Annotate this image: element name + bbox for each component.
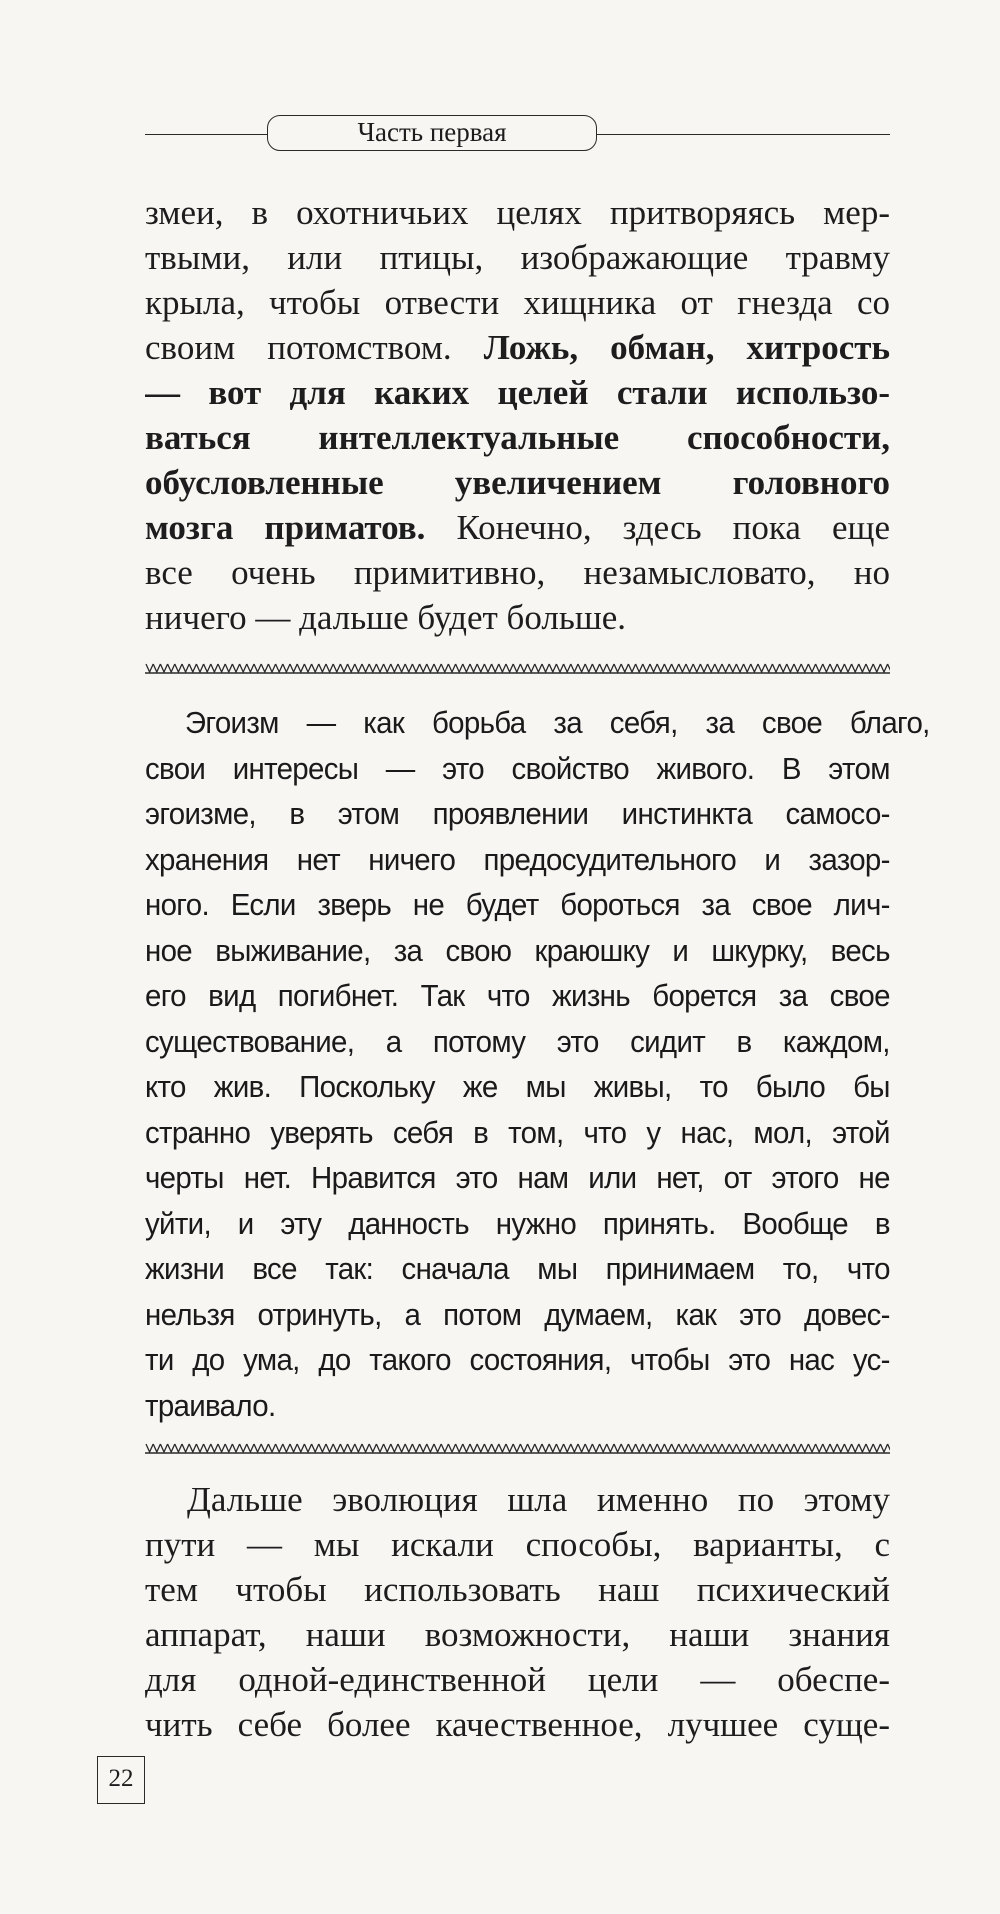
ornament-motif (146, 1444, 153, 1452)
ornament-motif (499, 664, 506, 672)
ornament-motif (355, 664, 362, 672)
ornament-motif (772, 664, 779, 672)
ornament-motif (384, 1444, 391, 1452)
ornament-motif (283, 664, 290, 672)
ornament-motif (708, 664, 715, 672)
ornament-motif (297, 664, 304, 672)
ornament-motif (441, 664, 448, 672)
ornament-motif (564, 664, 571, 672)
ornament-motif (700, 664, 707, 672)
text-line: твыми, или птицы, изображающие травму (145, 238, 890, 277)
ornament-motif (765, 1444, 772, 1452)
header-rule-right (597, 134, 890, 135)
ornament-motif (492, 1444, 499, 1452)
header-rule-left (145, 134, 267, 135)
ornament-motif (729, 664, 736, 672)
ornament-motif (837, 664, 844, 672)
ornament-separator (145, 662, 890, 676)
ornament-motif (261, 664, 268, 672)
ornament-motif (823, 664, 830, 672)
ornament-motif (369, 1444, 376, 1452)
text-line: пути — мы искали способы, варианты, с (145, 1525, 890, 1564)
ornament-motif (823, 1444, 830, 1452)
ornament-motif (520, 1444, 527, 1452)
ornament-pattern (145, 662, 890, 676)
ornament-motif (592, 664, 599, 672)
ornament-motif (225, 664, 232, 672)
ornament-motif (290, 1444, 297, 1452)
ornament-motif (290, 664, 297, 672)
text-line: для одной-единственной цели — обеспе- (145, 1660, 890, 1699)
ornament-motif (830, 1444, 837, 1452)
ornament-motif (549, 664, 556, 672)
ornament-motif (484, 1444, 491, 1452)
ornament-motif (276, 1444, 283, 1452)
running-header (145, 114, 890, 154)
text-line: мозга приматов. Конечно, здесь пока еще (145, 508, 890, 547)
ornament-motif (600, 664, 607, 672)
ornament-motif (866, 664, 873, 672)
ornament-motif (312, 664, 319, 672)
ornament-motif (664, 1444, 671, 1452)
text-line: жизни все так: сначала мы принимаем то, что (145, 1251, 890, 1286)
ornament-motif (859, 664, 866, 672)
ornament-motif (427, 664, 434, 672)
ornament-motif (456, 1444, 463, 1452)
text-line: Дальше эволюция шла именно по этому (187, 1480, 890, 1519)
text-line: крыла, чтобы отвести хищника от гнезда со (145, 283, 890, 322)
ornament-motif (758, 664, 765, 672)
ornament-motif (549, 1444, 556, 1452)
bold-emphasis: Ложь, обман, хитрость (483, 328, 890, 367)
ornament-motif (247, 1444, 254, 1452)
text-line: черты нет. Нравится это нам или нет, от этого не (145, 1160, 890, 1195)
ornament-motif (153, 1444, 160, 1452)
ornament-motif (801, 1444, 808, 1452)
ornament-motif (787, 1444, 794, 1452)
ornament-motif (448, 664, 455, 672)
ornament-motif (326, 1444, 333, 1452)
ornament-motif (204, 664, 211, 672)
ornament-motif (484, 664, 491, 672)
ornament-motif (448, 1444, 455, 1452)
ornament-motif (348, 664, 355, 672)
ornament-motif (888, 664, 890, 672)
ornament-motif (499, 1444, 506, 1452)
ornament-motif (780, 1444, 787, 1452)
ornament-motif (175, 1444, 182, 1452)
ornament-motif (873, 1444, 880, 1452)
ornament-motif (463, 1444, 470, 1452)
bold-emphasis: — вот для каких целей стали использо- (145, 373, 890, 412)
bold-emphasis: мозга приматов. (145, 508, 426, 547)
text-line: чить себе более качественное, лучшее суще- (145, 1705, 890, 1744)
ornament-motif (736, 664, 743, 672)
ornament-motif (398, 1444, 405, 1452)
ornament-motif (880, 1444, 887, 1452)
ornament-motif (808, 664, 815, 672)
ornament-motif (650, 1444, 657, 1452)
paragraph-3 (145, 1477, 890, 1747)
ornament-motif (556, 1444, 563, 1452)
ornament-motif (801, 664, 808, 672)
ornament-motif (837, 1444, 844, 1452)
ornament-motif (852, 1444, 859, 1452)
ornament-motif (636, 1444, 643, 1452)
ornament-motif (312, 1444, 319, 1452)
ornament-motif (420, 1444, 427, 1452)
ornament-motif (168, 1444, 175, 1452)
ornament-motif (384, 664, 391, 672)
ornament-motif (787, 664, 794, 672)
ornament-motif (153, 664, 160, 672)
ornament-motif (232, 664, 239, 672)
ornament-motif (751, 664, 758, 672)
ornament-motif (441, 1444, 448, 1452)
ornament-motif (304, 664, 311, 672)
ornament-motif (355, 1444, 362, 1452)
ornament-motif (722, 664, 729, 672)
ornament-motif (333, 1444, 340, 1452)
ornament-motif (182, 1444, 189, 1452)
text-line: уйти, и эту данность нужно принять. Вообще в (145, 1205, 890, 1241)
text-line: эгоизме, в этом проявлении инстинкта самосо- (145, 796, 890, 831)
ornament-motif (391, 664, 398, 672)
ornament-motif (715, 664, 722, 672)
ornament-motif (729, 1444, 736, 1452)
ornament-motif (571, 1444, 578, 1452)
ornament-motif (405, 664, 412, 672)
ornament-motif (240, 1444, 247, 1452)
ornament-motif (376, 1444, 383, 1452)
ornament-motif (866, 1444, 873, 1452)
text-line: траивало. (145, 1387, 276, 1423)
ornament-motif (657, 664, 664, 672)
text-line: нельзя отринуть, а потом думаем, как это довес- (145, 1296, 890, 1332)
ornament-motif (513, 1444, 520, 1452)
ornament-motif (744, 1444, 751, 1452)
ornament-motif (196, 664, 203, 672)
ornament-motif (513, 664, 520, 672)
ornament-motif (686, 664, 693, 672)
ornament-motif (664, 664, 671, 672)
ornament-motif (751, 1444, 758, 1452)
ornament-motif (456, 664, 463, 672)
ornament-motif (254, 664, 261, 672)
ornament-motif (657, 1444, 664, 1452)
ornament-motif (304, 1444, 311, 1452)
ornament-motif (679, 664, 686, 672)
ornament-separator (145, 1442, 890, 1456)
ornament-motif (340, 1444, 347, 1452)
text-line: его вид погибнет. Так что жизнь борется за свое (145, 978, 890, 1013)
ornament-motif (528, 664, 535, 672)
ornament-motif (672, 664, 679, 672)
text-line: змеи, в охотничьих целях притворяясь мер- (145, 193, 890, 232)
ornament-motif (578, 1444, 585, 1452)
ornament-motif (506, 664, 513, 672)
ornament-motif (859, 1444, 866, 1452)
ornament-motif (830, 664, 837, 672)
ornament-motif (175, 664, 182, 672)
ornament-motif (607, 1444, 614, 1452)
ornament-motif (218, 1444, 225, 1452)
ornament-motif (643, 1444, 650, 1452)
ornament-motif (528, 1444, 535, 1452)
ornament-motif (708, 1444, 715, 1452)
paragraph-1 (145, 190, 890, 640)
bold-emphasis: ваться интеллектуальные способности, (145, 418, 890, 457)
ornament-motif (276, 664, 283, 672)
ornament-motif (492, 664, 499, 672)
text-line: странно уверять себя в том, что у нас, мол, этой (145, 1114, 890, 1150)
ornament-motif (794, 664, 801, 672)
ornament-motif (376, 664, 383, 672)
ornament-motif (672, 1444, 679, 1452)
ornament-motif (369, 664, 376, 672)
ornament-motif (636, 664, 643, 672)
text-line: кто жив. Поскольку же мы живы, то было бы (145, 1069, 890, 1104)
ornament-motif (556, 664, 563, 672)
ornament-motif (297, 1444, 304, 1452)
ornament-motif (362, 664, 369, 672)
ornament-motif (463, 664, 470, 672)
ornament-motif (650, 664, 657, 672)
ornament-motif (585, 1444, 592, 1452)
ornament-motif (643, 664, 650, 672)
text-line: ти до ума, до такого состояния, чтобы это нас ус- (145, 1342, 890, 1377)
ornament-motif (268, 664, 275, 672)
ornament-motif (628, 1444, 635, 1452)
ornament-motif (182, 664, 189, 672)
ornament-motif (873, 664, 880, 672)
text-line: ничего — дальше будет больше. (145, 598, 627, 637)
text-line (145, 415, 890, 460)
ornament-motif (319, 664, 326, 672)
ornament-motif (319, 1444, 326, 1452)
ornament-motif (679, 1444, 686, 1452)
ornament-motif (232, 1444, 239, 1452)
ornament-motif (189, 664, 196, 672)
ornament-motif (146, 664, 153, 672)
ornament-motif (535, 1444, 542, 1452)
page-number: 22 (97, 1756, 145, 1804)
text-line (145, 370, 890, 415)
ornament-motif (204, 1444, 211, 1452)
ornament-motif (240, 664, 247, 672)
ornament-motif (412, 1444, 419, 1452)
ornament-motif (211, 1444, 218, 1452)
ornament-motif (254, 1444, 261, 1452)
ornament-motif (816, 1444, 823, 1452)
text-line: хранения нет ничего предосудительного и зазор- (145, 841, 890, 877)
ornament-motif (621, 664, 628, 672)
ornament-motif (628, 664, 635, 672)
ornament-motif (405, 1444, 412, 1452)
ornament-motif (852, 664, 859, 672)
ornament-motif (196, 1444, 203, 1452)
ornament-motif (888, 1444, 890, 1452)
ornament-motif (880, 664, 887, 672)
ornament-motif (578, 664, 585, 672)
ornament-motif (247, 664, 254, 672)
text-line: тем чтобы использовать наш психический (145, 1570, 890, 1609)
ornament-motif (844, 1444, 851, 1452)
ornament-motif (420, 664, 427, 672)
ornament-motif (715, 1444, 722, 1452)
ornament-motif (542, 1444, 549, 1452)
text-line: своим потомством. Ложь, обман, хитрость (145, 328, 890, 367)
ornament-motif (362, 1444, 369, 1452)
ornament-motif (348, 1444, 355, 1452)
ornament-motif (571, 664, 578, 672)
ornament-motif (614, 664, 621, 672)
ornament-motif (722, 1444, 729, 1452)
ornament-motif (542, 664, 549, 672)
ornament-motif (477, 1444, 484, 1452)
ornament-motif (398, 664, 405, 672)
ornament-motif (585, 664, 592, 672)
text-line: Эгоизм — как борьба за себя, за свое благо, (184, 705, 930, 740)
text-line: ное выживание, за свою краюшку и шкурку, весь (145, 932, 890, 968)
ornament-motif (391, 1444, 398, 1452)
ornament-pattern (145, 1442, 890, 1456)
ornament-motif (434, 664, 441, 672)
ornament-motif (427, 1444, 434, 1452)
ornament-motif (686, 1444, 693, 1452)
ornament-motif (744, 664, 751, 672)
ornament-motif (211, 664, 218, 672)
text-line: ного. Если зверь не будет бороться за свое лич- (145, 887, 890, 922)
ornament-motif (844, 664, 851, 672)
ornament-motif (693, 1444, 700, 1452)
ornament-motif (693, 664, 700, 672)
ornament-motif (333, 664, 340, 672)
ornament-motif (794, 1444, 801, 1452)
text-line: свои интересы — это свойство живого. В этом (145, 750, 890, 786)
ornament-motif (225, 1444, 232, 1452)
ornament-motif (477, 664, 484, 672)
ornament-motif (168, 664, 175, 672)
ornament-motif (564, 1444, 571, 1452)
ornament-motif (340, 664, 347, 672)
ornament-motif (268, 1444, 275, 1452)
text-line (145, 460, 890, 505)
ornament-motif (535, 664, 542, 672)
ornament-motif (607, 664, 614, 672)
ornament-motif (218, 664, 225, 672)
ornament-motif (160, 1444, 167, 1452)
bold-emphasis: обусловленные увеличением головного (145, 463, 890, 502)
ornament-motif (189, 1444, 196, 1452)
ornament-motif (621, 1444, 628, 1452)
text-line: существование, а потому это сидит в каждом, (145, 1023, 890, 1059)
text-line: аппарат, наши возможности, наши знания (145, 1615, 890, 1654)
ornament-motif (326, 664, 333, 672)
ornament-motif (808, 1444, 815, 1452)
ornament-motif (736, 1444, 743, 1452)
ornament-motif (520, 664, 527, 672)
ornament-motif (470, 664, 477, 672)
ornament-motif (780, 664, 787, 672)
ornament-motif (592, 1444, 599, 1452)
ornament-motif (758, 1444, 765, 1452)
ornament-motif (614, 1444, 621, 1452)
ornament-motif (470, 1444, 477, 1452)
ornament-motif (506, 1444, 513, 1452)
ornament-motif (261, 1444, 268, 1452)
text-line: все очень примитивно, незамысловато, но (145, 553, 890, 592)
section-label: Часть первая (267, 115, 597, 151)
ornament-motif (765, 664, 772, 672)
paragraph-2 (145, 700, 930, 1428)
ornament-motif (283, 1444, 290, 1452)
ornament-motif (816, 664, 823, 672)
ornament-motif (772, 1444, 779, 1452)
ornament-motif (700, 1444, 707, 1452)
ornament-motif (600, 1444, 607, 1452)
ornament-motif (160, 664, 167, 672)
ornament-motif (434, 1444, 441, 1452)
ornament-motif (412, 664, 419, 672)
